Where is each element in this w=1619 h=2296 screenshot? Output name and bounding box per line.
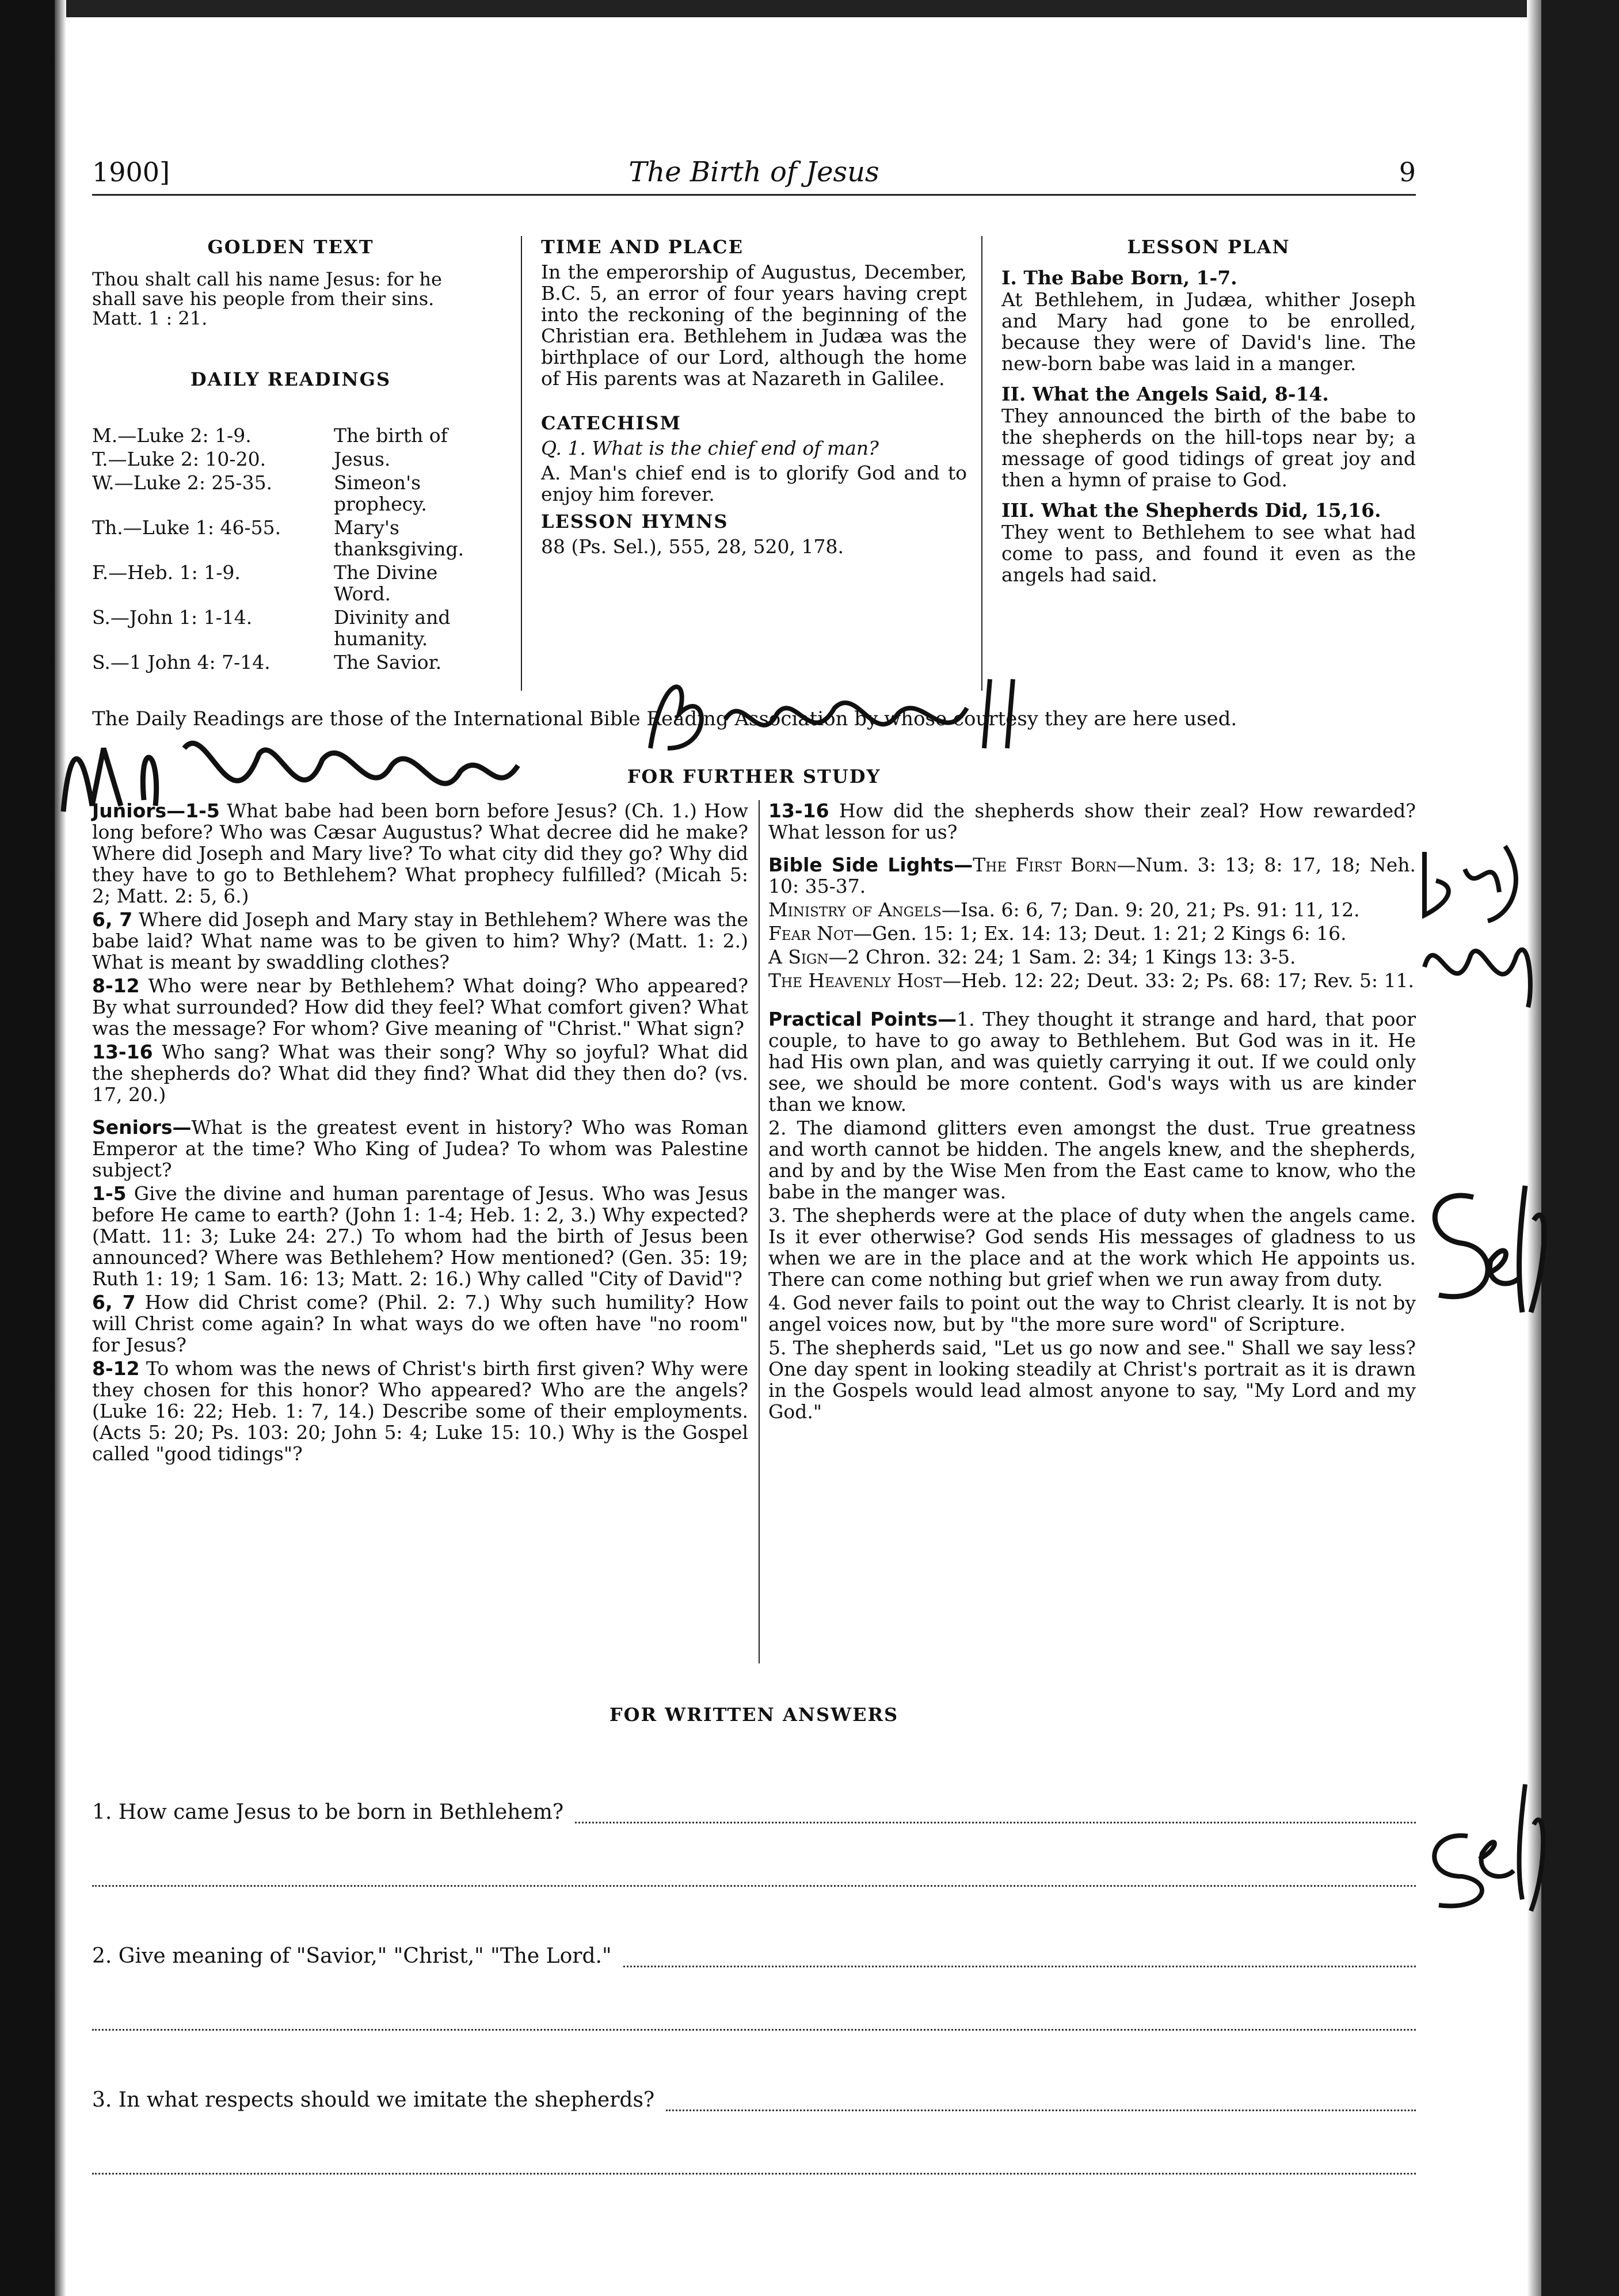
reading-ref: W.—Luke 2: 25-35. xyxy=(92,471,273,494)
handwritten-margin-low xyxy=(1416,1761,1542,1925)
reading-item xyxy=(92,448,489,470)
practical-point: 4. God never fails to point out the way to Christ clearly. It is not by angel voices now, but by "the more sure word" of Scripture. xyxy=(768,1292,1416,1335)
document-page xyxy=(92,127,1416,2268)
section-text: How did Christ come? (Phil. 2: 7.) Why such humility? How will Christ come again? In what ways do we often have "no room" for Jesus? xyxy=(92,1291,748,1356)
catechism-question: Q. 1. What is the chief end of man? xyxy=(541,437,879,459)
seniors-lead: Seniors— xyxy=(92,1116,192,1139)
header-title: The Birth of Jesus xyxy=(628,156,879,188)
juniors-section xyxy=(92,1041,748,1105)
scan-right-shadow xyxy=(1527,0,1541,2296)
seniors-section xyxy=(92,1358,748,1464)
written-answers-heading: FOR WRITTEN ANSWERS xyxy=(609,1704,899,1726)
side-light-refs: —Heb. 12: 22; Deut. 33: 2; Ps. 68: 17; Rev. 5: 11. xyxy=(942,969,1415,992)
practical-text: 1. They thought it strange and hard, that poor couple, to have to go away to Bethlehem. But God was in it. He had His own plan, and was quietly carrying it out. If we could only see, we should be more content. God's ways with us are kinder than we know. xyxy=(768,1008,1416,1115)
page-header xyxy=(92,156,1416,196)
golden-text-heading: GOLDEN TEXT xyxy=(207,236,374,258)
reading-item xyxy=(92,517,489,559)
handwriting-stroke xyxy=(650,679,1013,748)
continued-section xyxy=(768,800,1416,843)
daily-readings-heading: DAILY READINGS xyxy=(190,368,391,390)
juniors-section xyxy=(92,909,748,973)
further-study-right-column xyxy=(768,800,1416,1425)
section-text: Where did Joseph and Mary stay in Bethlehem? Where was the babe laid? What name was to be given to him? Why? (Matt. 1: 2.) What is meant by swaddling clothes? xyxy=(92,908,749,973)
handwriting-names-svg xyxy=(58,714,691,829)
side-lights-item xyxy=(768,899,1416,920)
section-number: 8-12 xyxy=(92,974,140,997)
reading-desc: Mary's thanksgiving. xyxy=(334,516,464,560)
answer-line[interactable] xyxy=(92,1967,1416,2031)
catechism-answer: A. Man's chief end is to glorify God and to enjoy him forever. xyxy=(541,462,967,505)
side-lights-item xyxy=(768,970,1416,991)
side-light-label: Ministry of Angels xyxy=(768,898,942,921)
page-number: 9 xyxy=(1399,157,1416,188)
lesson-plan-column xyxy=(1001,236,1416,585)
handwriting-stroke xyxy=(1435,1186,1544,1312)
column-divider xyxy=(981,236,982,691)
plan-item-text: They announced the birth of the babe to the shepherds on the hill-tops near by; a message of good tidings of great joy and then a hymn of praise to God. xyxy=(1001,405,1416,491)
answer-question xyxy=(92,1789,1416,1823)
side-lights-item xyxy=(768,923,1416,944)
hymns-heading: LESSON HYMNS xyxy=(541,511,729,532)
daily-readings-list xyxy=(92,425,489,673)
seniors-intro xyxy=(92,1117,748,1181)
catechism-heading: CATECHISM xyxy=(541,412,681,434)
answer-question xyxy=(92,1933,1416,1967)
reading-ref: T.—Luke 2: 10-20. xyxy=(92,448,266,470)
handwriting-stroke xyxy=(1434,1784,1543,1911)
reading-ref: S.—1 John 4: 7-14. xyxy=(92,651,271,673)
scan-right-border xyxy=(1541,0,1619,2296)
section-text: To whom was the news of Christ's birth first given? Why were they chosen for this honor? Who appeared? Who are the angels? (Luke 16: 22; Heb. 1: 7, 14.) Describe some of their employments. (Acts 5: 20; Ps. 103: 20; John 5: 4; Luke 15: 10.) Why is the Gospel called "good tidings"? xyxy=(92,1357,748,1465)
time-place-heading: TIME AND PLACE xyxy=(541,236,744,258)
side-light-refs: —Num. 3: 13; 8: 17, 18; Neh. 10: 35-37. xyxy=(768,854,1416,897)
section-number: 8-12 xyxy=(92,1357,140,1380)
handwritten-margin-mid xyxy=(1404,1174,1542,1326)
handwriting-self-svg xyxy=(1404,1174,1542,1324)
juniors-lead: Juniors—1-5 xyxy=(92,799,220,822)
further-study-left-column xyxy=(92,800,748,1467)
handwriting-self2-svg xyxy=(1416,1761,1542,1922)
section-number: 6, 7 xyxy=(92,1291,136,1313)
section-text: Who were near by Bethlehem? What doing? Who appeared? By what surrounded? How did they feel? What comfort given? What was the message? For whom? Give meaning of "Christ." What sign? xyxy=(92,974,748,1040)
hymns-text: 88 (Ps. Sel.), 555, 28, 520, 178. xyxy=(541,535,844,558)
reading-desc: The birth of xyxy=(334,424,448,447)
handwritten-names-2 xyxy=(645,668,1059,762)
side-lights-lead: Bible Side Lights— xyxy=(768,854,973,876)
side-light-label: The Heavenly Host xyxy=(768,969,943,992)
reading-desc: Simeon's prophecy. xyxy=(334,471,427,515)
column-divider xyxy=(759,800,760,1663)
scan-left-border xyxy=(0,0,55,2296)
side-lights-item xyxy=(768,946,1416,968)
scan-left-shadow xyxy=(55,0,66,2296)
practical-point: 5. The shepherds said, "Let us go now and see." Shall we say less? One day spent in looking steadily at Christ's portrait as it is drawn in the Gospels would lead almost anyone to say, "My Lord and my God." xyxy=(768,1337,1416,1423)
lesson-plan-heading: LESSON PLAN xyxy=(1127,236,1290,258)
reading-ref: M.—Luke 2: 1-9. xyxy=(92,424,252,447)
reading-item xyxy=(92,652,489,673)
handwriting-margin-svg xyxy=(1413,835,1540,1042)
seniors-section xyxy=(92,1292,748,1355)
golden-text-verse: Thou shalt call his name Jesus: for he shall save his people from their sins. Matt. 1 : 21. xyxy=(92,268,442,329)
practical-point: 3. The shepherds were at the place of duty when the angels came. Is it ever otherwise? God sends His messages of gladness to us when we are in the place and at the work which He appoints us. There can come nothing but grief when we run away from duty. xyxy=(768,1204,1416,1290)
reading-desc: Divinity and humanity. xyxy=(334,606,451,650)
section-number: 1-5 xyxy=(92,1182,127,1205)
side-lights-item xyxy=(768,854,1416,897)
answer-question xyxy=(92,2077,1416,2111)
juniors-section xyxy=(92,975,748,1039)
answer-line[interactable] xyxy=(92,1823,1416,1887)
handwriting-stroke xyxy=(63,743,518,812)
practical-point xyxy=(768,1008,1416,1115)
reading-desc: The Savior. xyxy=(334,651,442,673)
seniors-section xyxy=(92,1183,748,1289)
reading-item xyxy=(92,607,489,649)
question-text: 2. Give meaning of "Savior," "Christ," "The Lord." xyxy=(92,1944,612,1968)
header-year: 1900] xyxy=(92,157,170,188)
practical-lead: Practical Points— xyxy=(768,1008,957,1030)
section-number: 13-16 xyxy=(92,1041,153,1063)
reading-item xyxy=(92,425,489,446)
plan-item-title: III. What the Shepherds Did, 15,16. xyxy=(1001,499,1381,521)
practical-point: 2. The diamond glitters even amongst the dust. True greatness and worth cannot be hidden. The angels knew, and the shepherds, and by and by the Wise Men from the East came to know, who the babe in the manger was. xyxy=(768,1117,1416,1203)
plan-item-title: II. What the Angels Said, 8-14. xyxy=(1001,383,1329,405)
side-light-refs: —2 Chron. 32: 24; 1 Sam. 2: 34; 1 Kings 13: 3-5. xyxy=(828,946,1296,968)
handwritten-margin-top xyxy=(1413,835,1540,1044)
scan-top-border xyxy=(0,0,1619,17)
further-study-heading: FOR FURTHER STUDY xyxy=(627,766,881,787)
section-number: 6, 7 xyxy=(92,908,133,931)
plan-item-title: I. The Babe Born, 1-7. xyxy=(1001,266,1237,289)
plan-item-text: They went to Bethlehem to see what had come to pass, and found it even as the angels had said. xyxy=(1001,521,1416,586)
reading-ref: S.—John 1: 1-14. xyxy=(92,606,253,629)
written-answers-section xyxy=(92,1704,1416,2221)
section-text: How did the shepherds show their zeal? How rewarded? What lesson for us? xyxy=(768,799,1416,843)
juniors-intro-text: What babe had been born before Jesus? (Ch. 1.) How long before? Who was Cæsar Augustus? What decree did he make? Where did Joseph and Mary live? To what city did they go? Why did they have to go to Bethlehem? What prophecy fulfilled? (Micah 5: 2; Matt. 2: 5, 6.) xyxy=(92,799,748,907)
time-place-column xyxy=(541,236,967,557)
question-text: 3. In what respects should we imitate the shepherds? xyxy=(92,2088,655,2112)
golden-text-column xyxy=(92,236,489,675)
section-text: Who sang? What was their song? Why so joyful? What did the shepherds do? What did they find? What did they then do? (vs. 17, 20.) xyxy=(92,1041,749,1106)
reading-ref: F.—Heb. 1: 1-9. xyxy=(92,561,241,584)
section-text: Give the divine and human parentage of Jesus. Who was Jesus before He came to earth? (John 1: 1-4; Heb. 1: 2, 3.) Why expected? (Matt. 11: 3; Luke 24: 27.) To whom had the birth of Jesus been announced? Where was Bethlehem? How mentioned? (Gen. 35: 19; Ruth 1: 19; 1 Sam. 16: 13; Matt. 2: 16.) Why called "City of David"? xyxy=(92,1182,748,1290)
side-light-label: The First Born xyxy=(973,854,1117,876)
side-light-label: A Sign xyxy=(768,946,829,968)
reading-item xyxy=(92,562,489,604)
side-light-refs: —Gen. 15: 1; Ex. 14: 13; Deut. 1: 21; 2 Kings 6: 16. xyxy=(853,922,1347,945)
reading-desc: Jesus. xyxy=(334,448,391,470)
time-place-text: In the emperorship of Augustus, December, B.C. 5, an error of four years having crept into the reckoning of the beginning of the Christian era. Bethlehem in Judæa was the birthplace of our Lord, although the home of His parents was at Nazareth in Galilee. xyxy=(541,261,967,390)
handwriting-names2-svg xyxy=(645,668,1059,760)
side-light-refs: —Isa. 6: 6, 7; Dan. 9: 20, 21; Ps. 91: 11, 12. xyxy=(941,898,1360,921)
reading-desc: The Divine Word. xyxy=(334,561,438,605)
handwritten-names xyxy=(58,714,691,831)
question-text: 1. How came Jesus to be born in Bethlehem? xyxy=(92,1800,564,1824)
seniors-intro-text: What is the greatest event in history? Who was Roman Emperor at the time? Who King of Judea? To whom was Palestine subject? xyxy=(92,1116,748,1181)
section-number: 13-16 xyxy=(768,799,829,822)
answer-line[interactable] xyxy=(575,1806,1416,1823)
answer-line[interactable] xyxy=(623,1950,1416,1967)
side-light-label: Fear Not xyxy=(768,922,854,945)
reading-item xyxy=(92,472,489,515)
answer-line[interactable] xyxy=(92,2111,1416,2175)
readings-note: The Daily Readings are those of the International Bible Reading Association by whose courtesy they are here used. xyxy=(92,707,1237,730)
column-divider xyxy=(521,236,522,691)
plan-item-text: At Bethlehem, in Judæa, whither Joseph and Mary had gone to be enrolled, because they were of David's line. The new-born babe was laid in a manger. xyxy=(1001,288,1416,375)
reading-ref: Th.—Luke 1: 46-55. xyxy=(92,516,281,539)
handwriting-stroke xyxy=(1424,846,1530,1007)
answer-line[interactable] xyxy=(666,2094,1416,2111)
